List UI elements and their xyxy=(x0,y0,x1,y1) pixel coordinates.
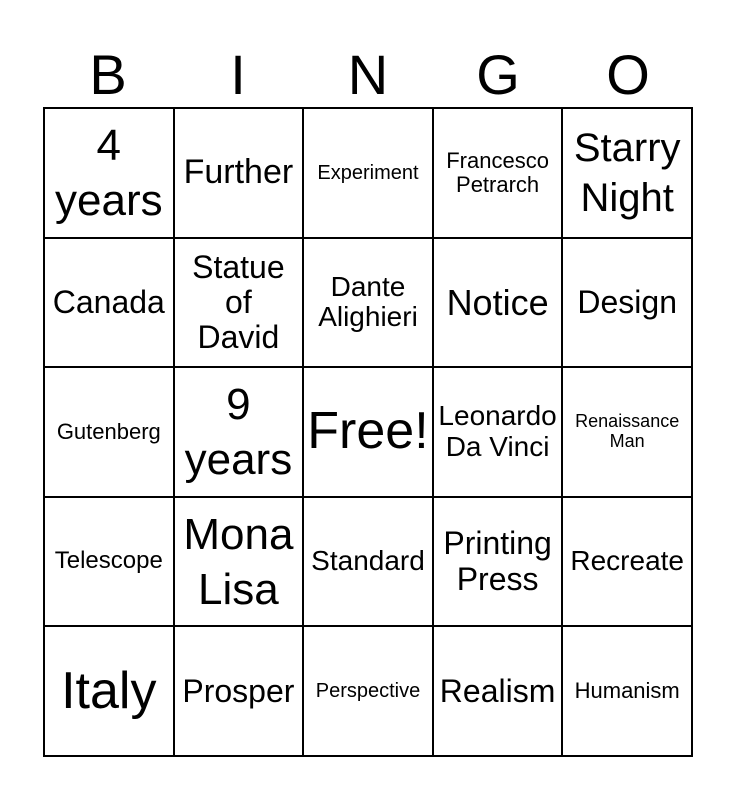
cell-label: Dante Alighieri xyxy=(318,270,418,333)
cell-label: Standard xyxy=(311,545,425,577)
cell-label: 4 years xyxy=(55,120,163,225)
cell-label: Prosper xyxy=(182,672,295,709)
cell-label: Telescope xyxy=(54,547,163,575)
cell-label: Realism xyxy=(439,672,556,709)
header-letter-o: O xyxy=(606,43,650,106)
bingo-cell free-space[interactable] xyxy=(304,368,434,498)
cell-label: Statue of David xyxy=(192,248,285,355)
bingo-cell[interactable] xyxy=(434,627,564,757)
header-letter-g: G xyxy=(476,43,520,106)
bingo-cell[interactable] xyxy=(304,498,434,628)
cell-label: Italy xyxy=(61,661,157,720)
cell-label: Recreate xyxy=(570,545,684,577)
bingo-cell[interactable] xyxy=(304,627,434,757)
bingo-cell[interactable] xyxy=(304,239,434,369)
bingo-cell[interactable] xyxy=(45,239,175,369)
bingo-cell[interactable] xyxy=(563,368,693,498)
cell-label: Humanism xyxy=(574,678,680,704)
cell-label: Printing Press xyxy=(443,525,552,597)
header-letter-n: N xyxy=(347,43,389,106)
cell-label: 9 years xyxy=(184,379,293,484)
cell-label: Notice xyxy=(446,281,549,323)
cell-label: Renaissance Man xyxy=(575,411,680,451)
bingo-cell[interactable] xyxy=(175,368,305,498)
bingo-cell[interactable] xyxy=(45,498,175,628)
header-letter-b: B xyxy=(89,43,127,106)
bingo-cell[interactable] xyxy=(563,627,693,757)
cell-label: Gutenberg xyxy=(56,418,161,444)
cell-label: Canada xyxy=(52,283,165,320)
cell-label: Experiment xyxy=(317,161,419,184)
cell-label: Further xyxy=(183,153,294,192)
bingo-cell[interactable] xyxy=(45,109,175,239)
header-letter-i: I xyxy=(230,43,246,106)
bingo-cell[interactable] xyxy=(45,368,175,498)
cell-label: Starry Night xyxy=(573,125,681,220)
cell-label: Design xyxy=(577,283,677,320)
bingo-cell[interactable] xyxy=(434,239,564,369)
bingo-cell[interactable] xyxy=(563,239,693,369)
bingo-cell[interactable] xyxy=(175,498,305,628)
cell-label: Perspective xyxy=(315,680,421,703)
bingo-cell[interactable] xyxy=(304,109,434,239)
cell-label: Francesco Petrarch xyxy=(446,147,549,197)
bingo-cell[interactable] xyxy=(434,109,564,239)
bingo-cell[interactable] xyxy=(175,627,305,757)
cell-label: Leonardo Da Vinci xyxy=(438,400,557,462)
bingo-cell[interactable] xyxy=(434,498,564,628)
bingo-cell[interactable] xyxy=(45,627,175,757)
bingo-cell[interactable] xyxy=(563,109,693,239)
bingo-cell[interactable] xyxy=(563,498,693,628)
bingo-board xyxy=(43,107,693,757)
cell-label: Mona Lisa xyxy=(183,509,294,614)
bingo-cell[interactable] xyxy=(175,239,305,369)
bingo-header xyxy=(43,44,693,106)
bingo-cell[interactable] xyxy=(434,368,564,498)
free-space-label: Free! xyxy=(307,402,429,461)
bingo-cell[interactable] xyxy=(175,109,305,239)
